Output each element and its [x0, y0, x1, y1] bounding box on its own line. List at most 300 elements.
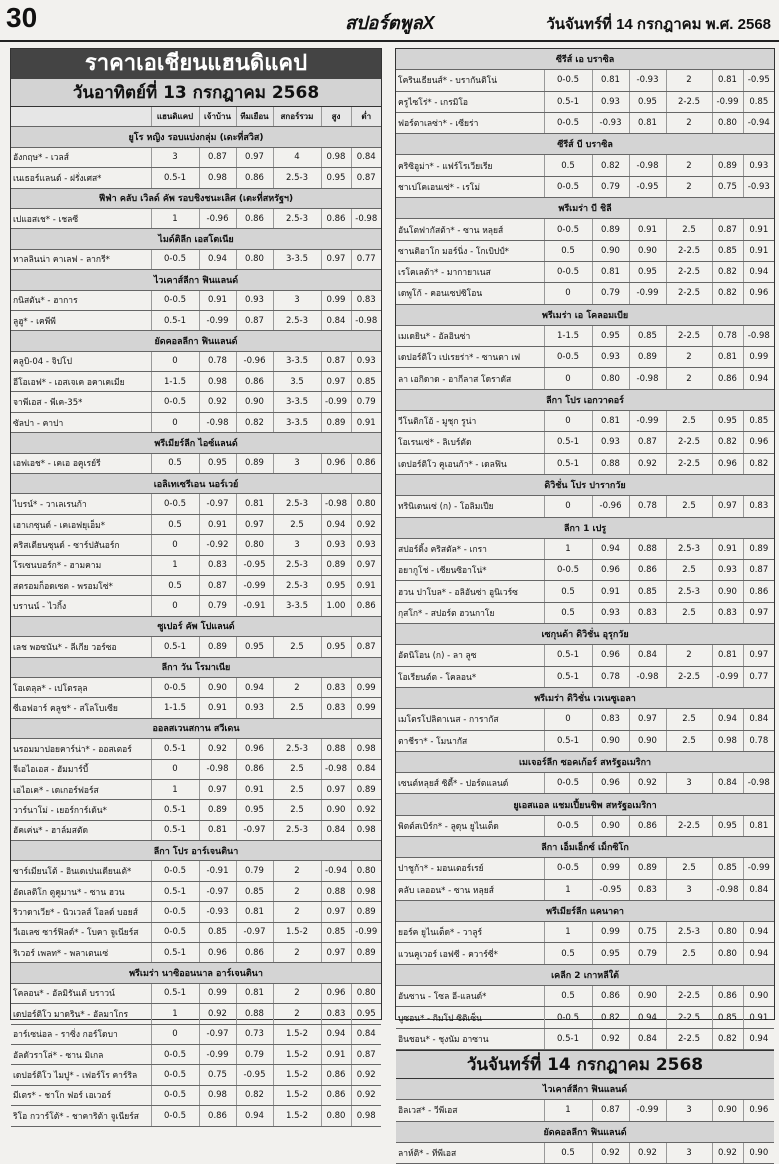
handicap-line: 0 [544, 368, 592, 389]
over-odds: 0.82 [712, 1028, 743, 1049]
over-odds: -0.99 [321, 392, 351, 412]
handicap-line: 0-0.5 [151, 677, 199, 697]
under-odds: 0.90 [743, 986, 774, 1007]
over-odds: -0.99 [712, 91, 743, 112]
match-row [11, 779, 381, 799]
home-odds: 0.81 [592, 411, 629, 432]
handicap-line: 0-0.5 [151, 1065, 199, 1085]
under-odds: 0.94 [743, 1028, 774, 1049]
match-teams: คริสเตียนซุนด์ - ซาร์ปสันอร์ก [11, 535, 151, 555]
match-teams: จาพีเอส - พีเค-35* [11, 392, 151, 412]
under-odds: -0.98 [351, 310, 381, 330]
total-goals-line: 2 [666, 155, 712, 176]
handicap-line: 0-0.5 [151, 249, 199, 269]
league-name: ยัดคอลลีกา ฟินแลนด์ [11, 331, 381, 351]
total-goals-line: 3 [273, 290, 321, 310]
issue-date: วันจันทร์ที่ 14 กรกฎาคม พ.ศ. 2568 [546, 16, 771, 33]
match-teams: พิตต์สเบิร์ก* - ลูดุน ยูไนเต็ด [396, 815, 544, 836]
total-goals-line: 2-2.5 [666, 240, 712, 261]
match-teams: อินชอน* - ชุงนัม อาซาน [396, 1028, 544, 1049]
match-teams: จีเอไอเอส - ฮัมมาร์บี้ [11, 759, 151, 779]
away-odds: 0.78 [629, 496, 666, 517]
league-header [11, 127, 381, 147]
away-odds: -0.95 [236, 555, 273, 575]
right-column [395, 48, 775, 1159]
over-odds: 0.81 [712, 645, 743, 666]
under-odds: 0.92 [351, 1065, 381, 1085]
match-row [11, 698, 381, 718]
match-row [396, 176, 774, 197]
match-row [11, 861, 381, 881]
match-teams: เอฟเอช* - เคเอ อคูเรย์รี [11, 453, 151, 473]
league-header [11, 433, 381, 453]
over-odds: 0.97 [321, 249, 351, 269]
total-goals-line: 2.5-3 [273, 310, 321, 330]
away-odds: -0.99 [236, 575, 273, 595]
under-odds: -0.95 [743, 70, 774, 91]
league-name: ซูเปอร์ คัพ โปแลนด์ [11, 616, 381, 636]
away-odds: 0.90 [629, 730, 666, 751]
match-row [396, 709, 774, 730]
over-odds: -0.98 [321, 759, 351, 779]
match-teams: คลูบิ-04 - จิปโป [11, 351, 151, 371]
total-goals-line: 2.5-3 [666, 922, 712, 943]
match-row [396, 1100, 774, 1121]
match-teams: ครูไซโร่* - เกรมิโอ [396, 91, 544, 112]
over-odds: 0.86 [321, 1085, 351, 1105]
over-odds: -0.94 [321, 861, 351, 881]
under-odds: 0.84 [351, 759, 381, 779]
match-row [11, 739, 381, 759]
handicap-line: 0 [151, 596, 199, 616]
total-goals-line: 2 [273, 943, 321, 963]
over-odds: 0.84 [321, 820, 351, 840]
match-teams: ปาชูก้า* - มอนเตอร์เรย์ [396, 858, 544, 879]
match-row [11, 147, 381, 167]
handicap-line: 1 [151, 555, 199, 575]
over-odds: 0.89 [321, 555, 351, 575]
match-row [396, 730, 774, 751]
away-odds: 0.86 [629, 560, 666, 581]
league-name: เคลีก 2 เกาหลีใต้ [396, 964, 774, 985]
match-teams: ริวาดาเวีย* - นิวเวลส์ โอลด์ บอยส์ [11, 902, 151, 922]
handicap-line: 0.5-1 [151, 943, 199, 963]
under-odds: 0.89 [351, 902, 381, 922]
away-odds: 0.90 [236, 392, 273, 412]
home-odds: 0.96 [592, 773, 629, 794]
league-header [11, 188, 381, 208]
over-odds: 0.85 [321, 922, 351, 942]
under-odds: 0.97 [743, 602, 774, 623]
league-header [396, 794, 774, 815]
over-odds: 0.86 [712, 986, 743, 1007]
total-goals-line: 2.5 [273, 637, 321, 657]
home-odds: 0.87 [592, 1100, 629, 1121]
match-row [396, 219, 774, 240]
table-header-row [11, 107, 381, 127]
league-name: ลีกา โปร เอกวาดอร์ [396, 389, 774, 410]
away-odds: 0.85 [629, 325, 666, 346]
column-header [11, 107, 151, 127]
away-odds: 0.82 [236, 1085, 273, 1105]
under-odds: 0.87 [351, 168, 381, 188]
away-odds: -0.97 [236, 922, 273, 942]
away-odds: 0.89 [629, 858, 666, 879]
match-row [11, 902, 381, 922]
handicap-line: 0-0.5 [151, 922, 199, 942]
league-name: เอลิเทเซรีเอน นอร์เวย์ [11, 474, 381, 494]
handicap-line: 0 [151, 351, 199, 371]
away-odds: 0.86 [236, 208, 273, 228]
handicap-line: 0-0.5 [544, 815, 592, 836]
under-odds: 0.98 [351, 881, 381, 901]
match-row [11, 351, 381, 371]
under-odds: 0.97 [351, 555, 381, 575]
total-goals-line: 3 [273, 535, 321, 555]
home-odds: 0.89 [592, 219, 629, 240]
home-odds: -0.93 [199, 902, 236, 922]
newspaper-logo: สปอร์ตพูลX [345, 13, 435, 33]
match-teams: ไบรน์* - วาเลเรนก้า [11, 494, 151, 514]
league-header [396, 389, 774, 410]
handicap-line: 0.5-1 [151, 800, 199, 820]
away-odds: 0.84 [629, 1028, 666, 1049]
home-odds: 0.95 [592, 943, 629, 964]
match-teams: เซนต์หลุยส์ ซิตี้* - ปอร์ตแลนด์ [396, 773, 544, 794]
match-row [396, 155, 774, 176]
over-odds: 0.86 [321, 1065, 351, 1085]
over-odds: 0.81 [712, 347, 743, 368]
match-teams: ทาลลินน่า คาเลฟ - ลากรี* [11, 249, 151, 269]
handicap-line: 1 [544, 1100, 592, 1121]
column-header: แฮนดิแคป [151, 107, 199, 127]
handicap-line: 0.5-1 [151, 310, 199, 330]
match-row [11, 168, 381, 188]
handicap-line: 0.5-1 [544, 1028, 592, 1049]
match-teams: เลช พอซนัน* - ลีเกีย วอร์ซอ [11, 637, 151, 657]
match-row [396, 496, 774, 517]
away-odds: 0.92 [629, 773, 666, 794]
match-teams: โอเตลุล* - เปโตรลุล [11, 677, 151, 697]
match-teams: เดปอร์ติโว ไมปู* - เฟอร์โร คาร์ริล [11, 1065, 151, 1085]
total-goals-line: 2 [666, 112, 712, 133]
league-header [11, 270, 381, 290]
match-teams: วีโนติกโอ้ - มูชุก รูน่า [396, 411, 544, 432]
home-odds: 0.80 [592, 368, 629, 389]
total-goals-line: 2-2.5 [666, 986, 712, 1007]
over-odds: 0.83 [321, 1004, 351, 1024]
match-teams: โครินเธียนส์* - บรากันติโน่ [396, 70, 544, 91]
away-odds: 0.90 [629, 240, 666, 261]
away-odds: -0.95 [629, 176, 666, 197]
match-row [11, 535, 381, 555]
under-odds: 0.89 [743, 538, 774, 559]
match-row [396, 943, 774, 964]
league-name: ไวเคาส์ลีกา ฟินแลนด์ [396, 1079, 774, 1100]
total-goals-line: 2 [666, 368, 712, 389]
total-goals-line: 2.5-3 [666, 538, 712, 559]
handicap-line: 1 [544, 538, 592, 559]
under-odds: -0.98 [743, 325, 774, 346]
league-header [396, 900, 774, 921]
home-odds: 0.86 [199, 1106, 236, 1126]
over-odds: 0.91 [712, 538, 743, 559]
under-odds: 0.93 [351, 351, 381, 371]
match-teams: ซานติอาโก มอร์นิ่ง - โกเบิปป์* [396, 240, 544, 261]
total-goals-line: 2-2.5 [666, 261, 712, 282]
total-goals-line: 2 [273, 677, 321, 697]
page-header [0, 0, 779, 42]
home-odds: 0.83 [592, 709, 629, 730]
under-odds: 0.99 [743, 347, 774, 368]
total-goals-line: 2 [273, 881, 321, 901]
under-odds: 0.84 [743, 709, 774, 730]
over-odds: 0.86 [321, 208, 351, 228]
home-odds: 0.99 [592, 922, 629, 943]
handicap-line: 0-0.5 [544, 1007, 592, 1028]
away-odds: 0.97 [236, 514, 273, 534]
under-odds: 0.94 [743, 261, 774, 282]
match-row [11, 1065, 381, 1085]
league-name: ยูโร หญิง รอบแบ่งกลุ่ม (เดะที่สวิส) [11, 127, 381, 147]
away-odds: -0.93 [629, 70, 666, 91]
total-goals-line: 3 [666, 1142, 712, 1163]
home-odds: 0.78 [592, 666, 629, 687]
under-odds: 0.82 [743, 453, 774, 474]
over-odds: -0.99 [712, 666, 743, 687]
under-odds: 0.86 [351, 453, 381, 473]
match-teams: นรอมมาปอยคาร์น่า* - ออสเตอร์ [11, 739, 151, 759]
under-odds: 0.93 [351, 535, 381, 555]
away-odds: 0.86 [236, 168, 273, 188]
odds-table-right-2 [396, 1079, 774, 1164]
league-name: ลีกา 1 เปรู [396, 517, 774, 538]
away-odds: 0.81 [236, 983, 273, 1003]
under-odds: -0.94 [743, 112, 774, 133]
league-name: ลีกา วัน โรมาเนีย [11, 657, 381, 677]
handicap-line: 0-0.5 [151, 290, 199, 310]
league-header [396, 751, 774, 772]
handicap-line: 0.5-1 [151, 739, 199, 759]
over-odds: 0.97 [712, 496, 743, 517]
total-goals-line: 2-2.5 [666, 1028, 712, 1049]
odds-table-right [396, 49, 774, 1050]
under-odds: 0.94 [743, 943, 774, 964]
match-teams: อัตนิโอน (ก) - ลา ลูซ [396, 645, 544, 666]
home-odds: 0.94 [592, 538, 629, 559]
home-odds: 0.98 [199, 1085, 236, 1105]
away-odds: -0.99 [629, 1100, 666, 1121]
match-row [11, 922, 381, 942]
handicap-line: 0.5-1 [544, 453, 592, 474]
over-odds: -0.98 [321, 494, 351, 514]
under-odds: 0.80 [351, 861, 381, 881]
match-row [11, 290, 381, 310]
handicap-line: 0-0.5 [151, 902, 199, 922]
under-odds: 0.89 [351, 943, 381, 963]
home-odds: 0.79 [199, 596, 236, 616]
home-odds: -0.97 [199, 881, 236, 901]
match-teams: ลา เอกิดาด - อากีลาส โดราดัส [396, 368, 544, 389]
league-name: ดิวิชั่น โปร ปารากวัย [396, 474, 774, 495]
column-header: ต่ำ [351, 107, 381, 127]
home-odds: 0.92 [592, 1028, 629, 1049]
handicap-line: 1 [151, 1004, 199, 1024]
match-teams: โคลอน* - อัลมิรันเต้ บราวน์ [11, 983, 151, 1003]
handicap-line: 0-0.5 [544, 560, 592, 581]
under-odds: 0.93 [743, 155, 774, 176]
home-odds: 0.82 [592, 155, 629, 176]
total-goals-line: 2.5 [666, 709, 712, 730]
under-odds: -0.99 [743, 858, 774, 879]
under-odds: 0.87 [743, 560, 774, 581]
home-odds: 0.89 [199, 637, 236, 657]
handicap-line: 1 [544, 922, 592, 943]
match-row [11, 575, 381, 595]
handicap-line: 0 [151, 759, 199, 779]
handicap-line: 0-0.5 [544, 219, 592, 240]
total-goals-line: 2.5 [273, 759, 321, 779]
handicap-line: 0.5 [544, 1142, 592, 1163]
match-teams: ชาเปโคเอนเซ่* - เรโม่ [396, 176, 544, 197]
over-odds: 0.90 [712, 581, 743, 602]
handicap-line: 0-0.5 [544, 112, 592, 133]
home-odds: 0.75 [199, 1065, 236, 1085]
over-odds: 0.95 [321, 168, 351, 188]
total-goals-line: 2.5-3 [666, 581, 712, 602]
over-odds: 0.75 [712, 176, 743, 197]
match-row [11, 555, 381, 575]
match-row [396, 538, 774, 559]
total-goals-line: 2.5 [273, 698, 321, 718]
home-odds: 0.95 [199, 453, 236, 473]
under-odds: 0.99 [351, 677, 381, 697]
over-odds: 0.80 [712, 922, 743, 943]
total-goals-line: 2.5 [273, 800, 321, 820]
home-odds: 0.93 [592, 602, 629, 623]
away-odds: 0.92 [629, 453, 666, 474]
home-odds: 0.91 [199, 514, 236, 534]
match-row [11, 1085, 381, 1105]
away-odds: 0.85 [629, 581, 666, 602]
over-odds: 0.98 [712, 730, 743, 751]
away-odds: 0.83 [629, 879, 666, 900]
match-teams: เดปอร์ติโว มาดริน* - อัลมาโกร [11, 1004, 151, 1024]
match-row [11, 372, 381, 392]
under-odds: 0.78 [743, 730, 774, 751]
away-odds: 0.85 [236, 881, 273, 901]
total-goals-line: 2 [666, 347, 712, 368]
home-odds: 0.90 [592, 240, 629, 261]
handicap-line: 0.5-1 [544, 666, 592, 687]
handicap-line: 1 [544, 879, 592, 900]
away-odds: 0.97 [236, 147, 273, 167]
over-odds: -0.98 [712, 879, 743, 900]
home-odds: 0.94 [199, 249, 236, 269]
match-row [11, 514, 381, 534]
match-row [396, 261, 774, 282]
match-row [396, 666, 774, 687]
column-header: ทีมเยือน [236, 107, 273, 127]
away-odds: 0.94 [236, 677, 273, 697]
over-odds: 0.87 [712, 219, 743, 240]
handicap-line: 0-0.5 [544, 70, 592, 91]
under-odds: 0.86 [351, 596, 381, 616]
total-goals-line: 2 [273, 861, 321, 881]
league-header [11, 331, 381, 351]
home-odds: 0.92 [199, 1004, 236, 1024]
handicap-line: 1-1.5 [151, 372, 199, 392]
total-goals-line: 1.5-2 [273, 1024, 321, 1044]
home-odds: 0.93 [592, 432, 629, 453]
total-goals-line: 2.5-3 [273, 820, 321, 840]
match-row [11, 637, 381, 657]
over-odds: 0.97 [321, 372, 351, 392]
league-header [396, 836, 774, 857]
away-odds: -0.97 [236, 820, 273, 840]
total-goals-line: 2.5 [666, 560, 712, 581]
section-banner: ราคาเอเชียนแฮนดิแคป [11, 49, 381, 79]
under-odds: 0.80 [351, 983, 381, 1003]
over-odds: 0.94 [712, 709, 743, 730]
over-odds: 0.95 [712, 411, 743, 432]
league-name: พรีเมร่า บี ชิลี [396, 198, 774, 219]
home-odds: 0.81 [199, 820, 236, 840]
total-goals-line: 3 [666, 879, 712, 900]
home-odds: 0.90 [199, 677, 236, 697]
total-goals-line: 2.5-3 [273, 494, 321, 514]
handicap-line: 0-0.5 [544, 347, 592, 368]
home-odds: 0.98 [199, 372, 236, 392]
total-goals-line: 2-2.5 [666, 283, 712, 304]
total-goals-line: 2-2.5 [666, 666, 712, 687]
league-header [396, 624, 774, 645]
match-row [396, 347, 774, 368]
over-odds: 0.93 [712, 560, 743, 581]
away-odds: 0.80 [236, 249, 273, 269]
match-teams: อีโอเอฟ* - เอสเจเค อคาเคเมีย [11, 372, 151, 392]
away-odds: 0.89 [236, 453, 273, 473]
over-odds: 0.82 [712, 432, 743, 453]
under-odds: 0.96 [743, 432, 774, 453]
total-goals-line: 3 [666, 773, 712, 794]
away-odds: -0.99 [629, 411, 666, 432]
under-odds: 0.85 [743, 411, 774, 432]
match-teams: เนเธอร์แลนด์ - ฝรั่งเศส* [11, 168, 151, 188]
match-teams: เดปอร์ติโว เปเรยร่า* - ซานตา เฟ [396, 347, 544, 368]
away-odds: 0.79 [236, 1044, 273, 1064]
home-odds: 0.96 [592, 560, 629, 581]
under-odds: 0.90 [743, 1142, 774, 1163]
away-odds: 0.92 [629, 1142, 666, 1163]
handicap-line: 0 [544, 709, 592, 730]
handicap-line: 0.5-1 [151, 983, 199, 1003]
away-odds: 0.91 [629, 219, 666, 240]
match-row [11, 1024, 381, 1044]
match-row [11, 943, 381, 963]
handicap-line: 3 [151, 147, 199, 167]
handicap-line: 0.5-1 [544, 730, 592, 751]
match-row [396, 368, 774, 389]
total-goals-line: 2 [666, 70, 712, 91]
home-odds: 0.96 [592, 645, 629, 666]
over-odds: 0.86 [712, 368, 743, 389]
away-odds: 0.83 [629, 602, 666, 623]
total-goals-line: 3 [666, 1100, 712, 1121]
over-odds: 0.90 [712, 1100, 743, 1121]
handicap-line: 1 [151, 208, 199, 228]
handicap-line: 0-0.5 [544, 176, 592, 197]
